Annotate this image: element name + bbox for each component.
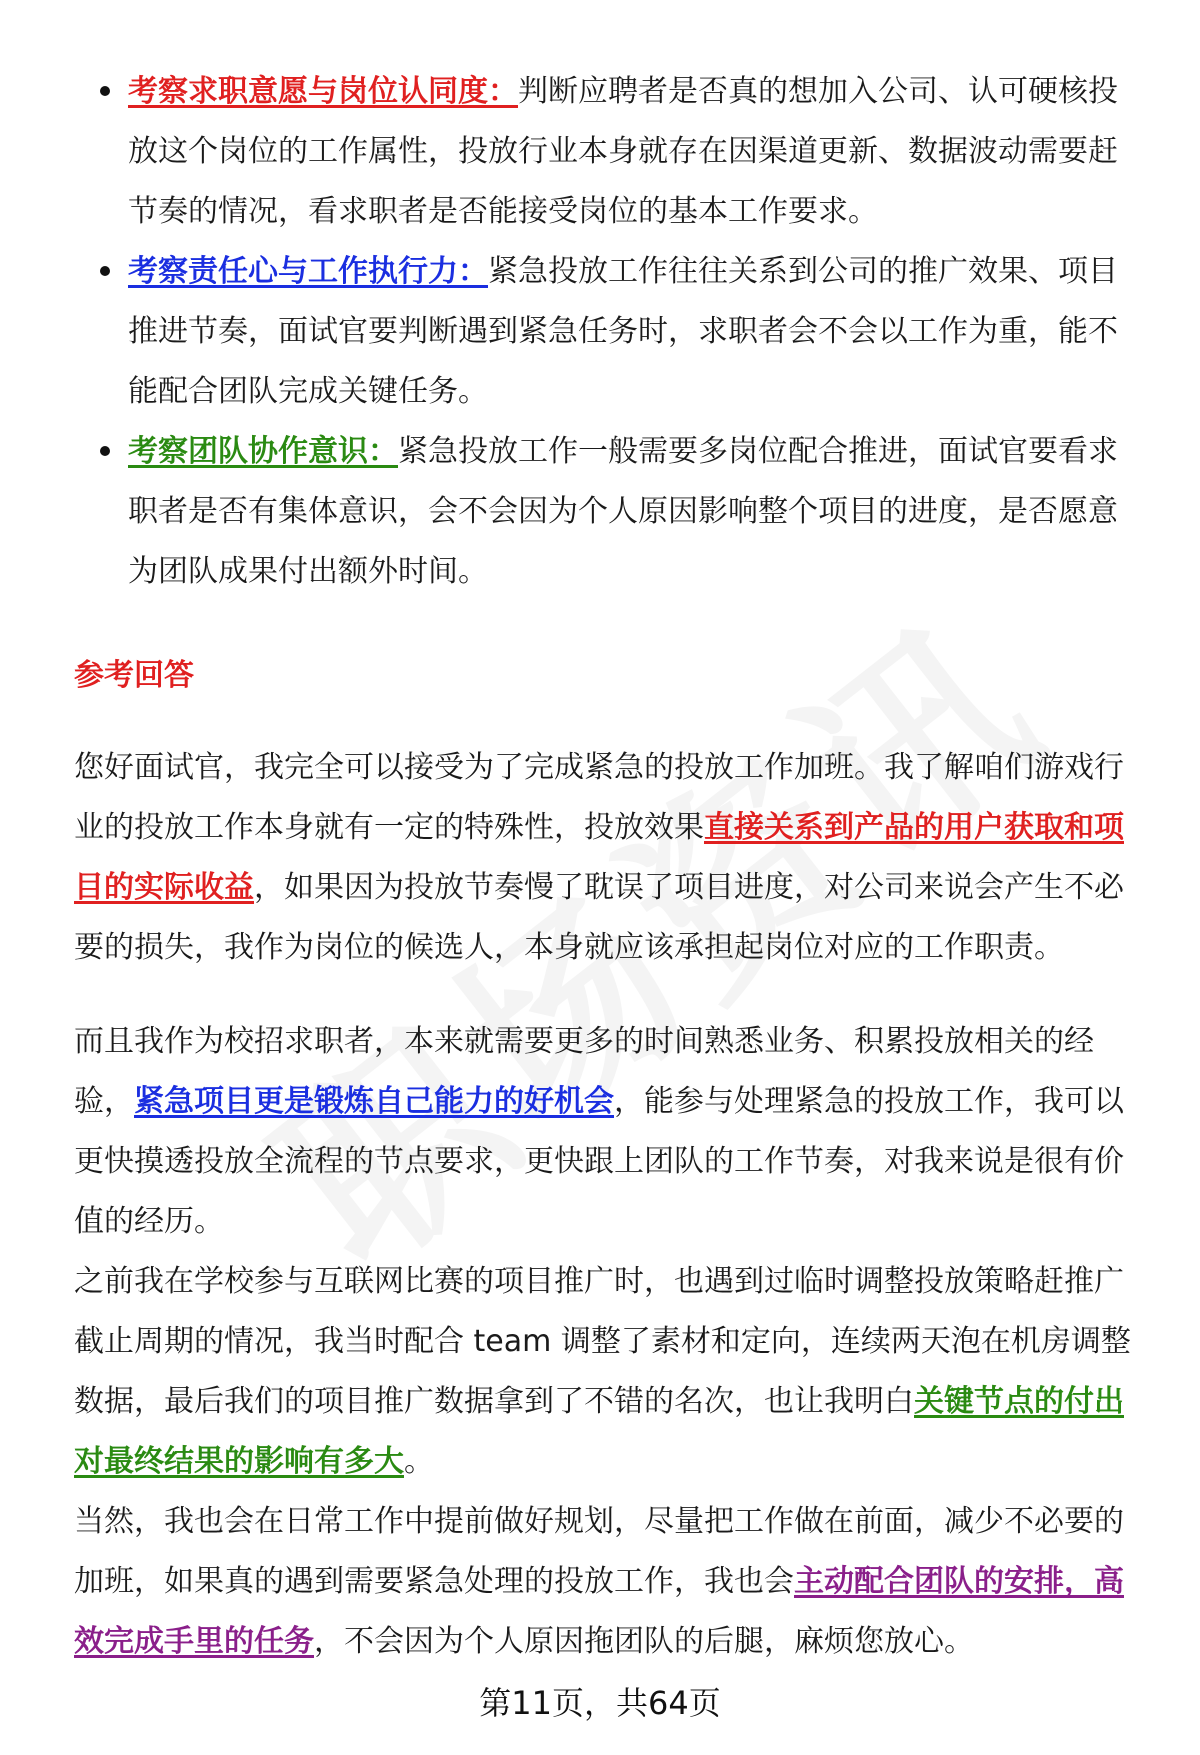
point-text: 紧急投放工作往往关系到公司的推广效果、项目推进节奏，面试官要判断遇到紧急任务时，求职者会不会以工作为重，能不能配合团队完成关键任务。 (128, 254, 1118, 409)
answer-text: ，如果因为投放节奏慢了耽误了项目进度，对公司来说会产生不必要的损失，我作为岗位的候选人，本身就应该承担起岗位对应的工作职责。 (74, 870, 1124, 965)
answer-text: 而且我作为校招求职者，本来就需要更多的时间熟悉业务、积累投放相关的经验， (74, 1024, 1094, 1119)
answer-text: ，不会因为个人原因拖团队的后腿，麻烦您放心。 (314, 1624, 974, 1659)
answer-paragraph (74, 1012, 1144, 1252)
point-text: 判断应聘者是否真的想加入公司、认可硬核投放这个岗位的工作属性，投放行业本身就存在因渠道更新、数据波动需要赶节奏的情况，看求职者是否能接受岗位的基本工作要求。 (128, 74, 1118, 229)
answer-paragraph (74, 1252, 1144, 1492)
document-page (74, 62, 1144, 1672)
answer-text: ，能参与处理紧急的投放工作，我可以更快摸透投放全流程的节点要求，更快跟上团队的工作节奏，对我来说是很有价值的经历。 (74, 1084, 1124, 1239)
answer-text: 当然，我也会在日常工作中提前做好规划，尽量把工作做在前面，减少不必要的加班，如果真的遇到需要紧急处理的投放工作，我也会 (74, 1504, 1124, 1599)
page-number: 第11页，共64页 (479, 1684, 721, 1722)
answer-highlight: 关键节点的付出对最终结果的影响有多大 (74, 1384, 1124, 1479)
bullet-icon (100, 446, 110, 456)
evaluation-points-list (74, 62, 1144, 602)
answer-paragraph (74, 1492, 1144, 1672)
point-label: 考察团队协作意识： (128, 434, 398, 469)
answer-highlight: 主动配合团队的安排，高效完成手里的任务 (74, 1564, 1124, 1659)
point-label: 考察求职意愿与岗位认同度： (128, 74, 518, 109)
section-title: 参考回答 (74, 658, 194, 693)
point-text: 紧急投放工作一般需要多岗位配合推进，面试官要看求职者是否有集体意识，会不会因为个人原因影响整个项目的进度，是否愿意为团队成果付出额外时间。 (128, 434, 1118, 589)
list-item (74, 242, 1144, 422)
answer-text: 。 (404, 1444, 434, 1479)
answer-highlight: 紧急项目更是锻炼自己能力的好机会 (134, 1084, 614, 1119)
answer-highlight: 直接关系到产品的用户获取和项目的实际收益 (74, 810, 1124, 905)
list-item (74, 422, 1144, 602)
answer-paragraph (74, 738, 1144, 978)
point-label: 考察责任心与工作执行力： (128, 254, 488, 289)
answer-text: 您好面试官，我完全可以接受为了完成紧急的投放工作加班。我了解咱们游戏行业的投放工作本身就有一定的特殊性，投放效果 (74, 750, 1124, 845)
bullet-icon (100, 86, 110, 96)
list-item (74, 62, 1144, 242)
bullet-icon (100, 266, 110, 276)
answer-text: 之前我在学校参与互联网比赛的项目推广时，也遇到过临时调整投放策略赶推广截止周期的情况，我当时配合 team 调整了素材和定向，连续两天泡在机房调整数据，最后我们的项目推广数据拿到了不错的名次，也让我明白 (74, 1264, 1131, 1419)
